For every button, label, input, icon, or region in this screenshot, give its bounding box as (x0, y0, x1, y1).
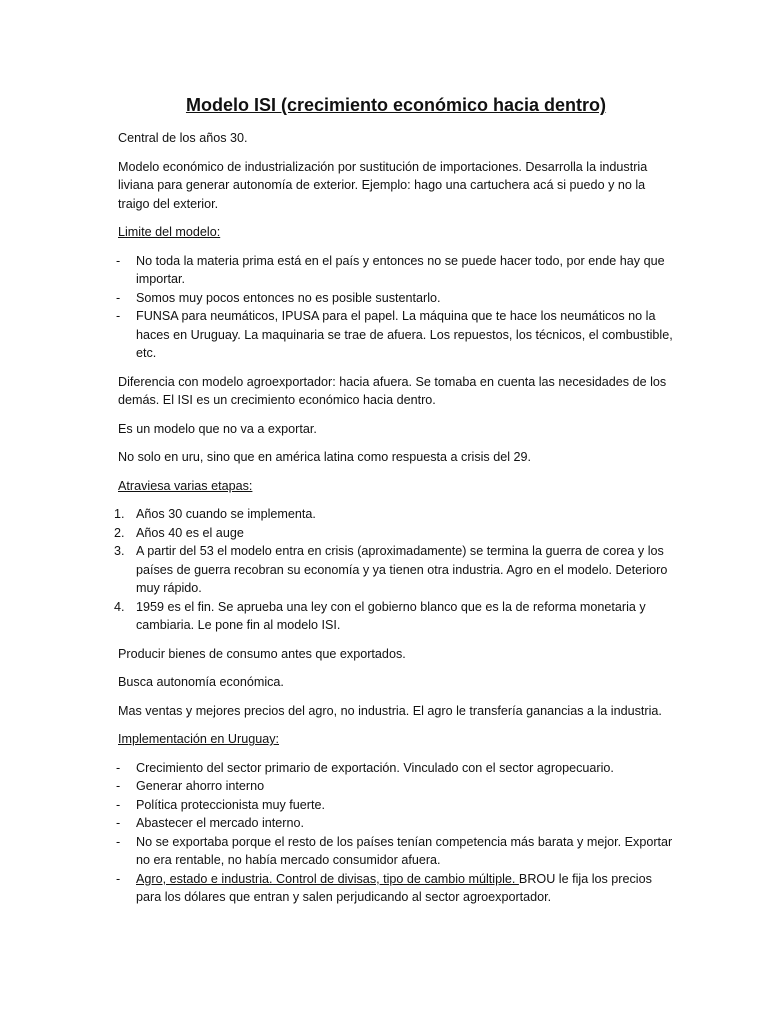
number-marker: 3. (114, 544, 125, 558)
list-item (114, 505, 674, 524)
page-title: Modelo ISI (crecimiento económico hacia dentro) (185, 95, 607, 115)
list-item-text: Somos muy pocos entonces no es posible sustentarlo. (136, 290, 441, 305)
after-paragraph-3: Mas ventas y mejores precios del agro, no industria. El agro le transfería ganancias a la industria. (118, 703, 662, 718)
list-item (118, 252, 674, 289)
dash-marker: - (116, 290, 121, 305)
list-item-text: No toda la materia prima está en el país y entonces no se puede hacer todo, por ende hay que importar. (136, 253, 665, 286)
list-item (114, 542, 674, 598)
limite-list (118, 252, 674, 363)
dash-marker: - (116, 253, 121, 268)
list-item (118, 833, 674, 870)
dash-marker: - (116, 309, 121, 323)
list-item (118, 814, 674, 833)
list-item-text: Política proteccionista muy fuerte. (136, 797, 325, 812)
after-paragraph-1: Producir bienes de consumo antes que exportados. (118, 646, 406, 661)
list-item-text: Crecimiento del sector primario de exportación. Vinculado con el sector agropecuario. (136, 760, 614, 775)
list-item-text: FUNSA para neumáticos, IPUSA para el papel. La máquina que te hace los neumáticos no la haces en Uruguay. La maquinaria se trae de afuera. Los repuestos, los técnicos, el combustible, etc. (136, 309, 673, 360)
list-item (118, 870, 674, 907)
number-marker: 2. (114, 525, 125, 540)
list-item-text: A partir del 53 el modelo entra en crisis (aproximadamente) se termina la guerra de corea y los países de guerra recobran su economía y ya tienen otra industria. Agro en el modelo. Deterioro muy rápido. (136, 544, 668, 595)
list-item (118, 777, 674, 796)
list-item-text: Años 30 cuando se implementa. (136, 507, 316, 521)
mid-paragraph-2: Es un modelo que no va a exportar. (118, 421, 317, 436)
list-item (114, 598, 674, 635)
mid-paragraph-3: No solo en uru, sino que en américa latina como respuesta a crisis del 29. (118, 450, 532, 464)
list-item-underlined-text: Agro, estado e industria. Control de divisas, tipo de cambio múltiple. (136, 871, 519, 886)
intro-paragraph-2: Modelo económico de industrialización por sustitución de importaciones. Desarrolla la industria liviana para generar autonomía de exterior. Ejemplo: hago una cartuchera acá si puedo y no la traigo del exterior. (118, 159, 648, 211)
dash-marker: - (116, 816, 121, 830)
list-item (118, 759, 674, 778)
after-paragraph-2: Busca autonomía económica. (118, 675, 284, 689)
list-item-text: Abastecer el mercado interno. (136, 816, 305, 830)
list-item (118, 307, 674, 363)
limite-heading: Limite del modelo: (118, 225, 221, 239)
number-marker: 1. (114, 507, 125, 521)
list-item-text: Años 40 es el auge (136, 525, 244, 540)
dash-marker: - (116, 779, 121, 793)
list-item (118, 289, 674, 308)
list-item-text: Generar ahorro interno (136, 779, 265, 793)
dash-marker: - (116, 797, 121, 812)
number-marker: 4. (114, 599, 125, 614)
implementacion-heading: Implementación en Uruguay: (118, 732, 280, 746)
list-item (114, 524, 674, 543)
intro-paragraph-1: Central de los años 30. (118, 131, 248, 145)
list-item-text: BROU le fija los precios para los dólares que entran y salen perjudicando al sector agroexportador. (136, 871, 652, 904)
dash-marker: - (116, 834, 121, 849)
dash-marker: - (116, 760, 121, 775)
mid-paragraph-1: Diferencia con modelo agroexportador: hacia afuera. Se tomaba en cuenta las necesidades de los demás. El ISI es un crecimiento económico hacia dentro. (118, 374, 667, 407)
dash-marker: - (116, 871, 121, 886)
document-content (114, 92, 674, 917)
list-item-text: No se exportaba porque el resto de los países tenían competencia más barata y mejor. Exportar no era rentable, no había mercado consumidor afuera. (136, 834, 673, 867)
list-item (118, 796, 674, 815)
etapas-heading: Atraviesa varias etapas: (118, 478, 253, 493)
etapas-list (114, 505, 674, 635)
list-item-text: 1959 es el fin. Se aprueba una ley con el gobierno blanco que es la de reforma monetaria y cambiaria. Le pone fin al modelo ISI. (136, 599, 646, 632)
implementacion-list (118, 759, 674, 907)
